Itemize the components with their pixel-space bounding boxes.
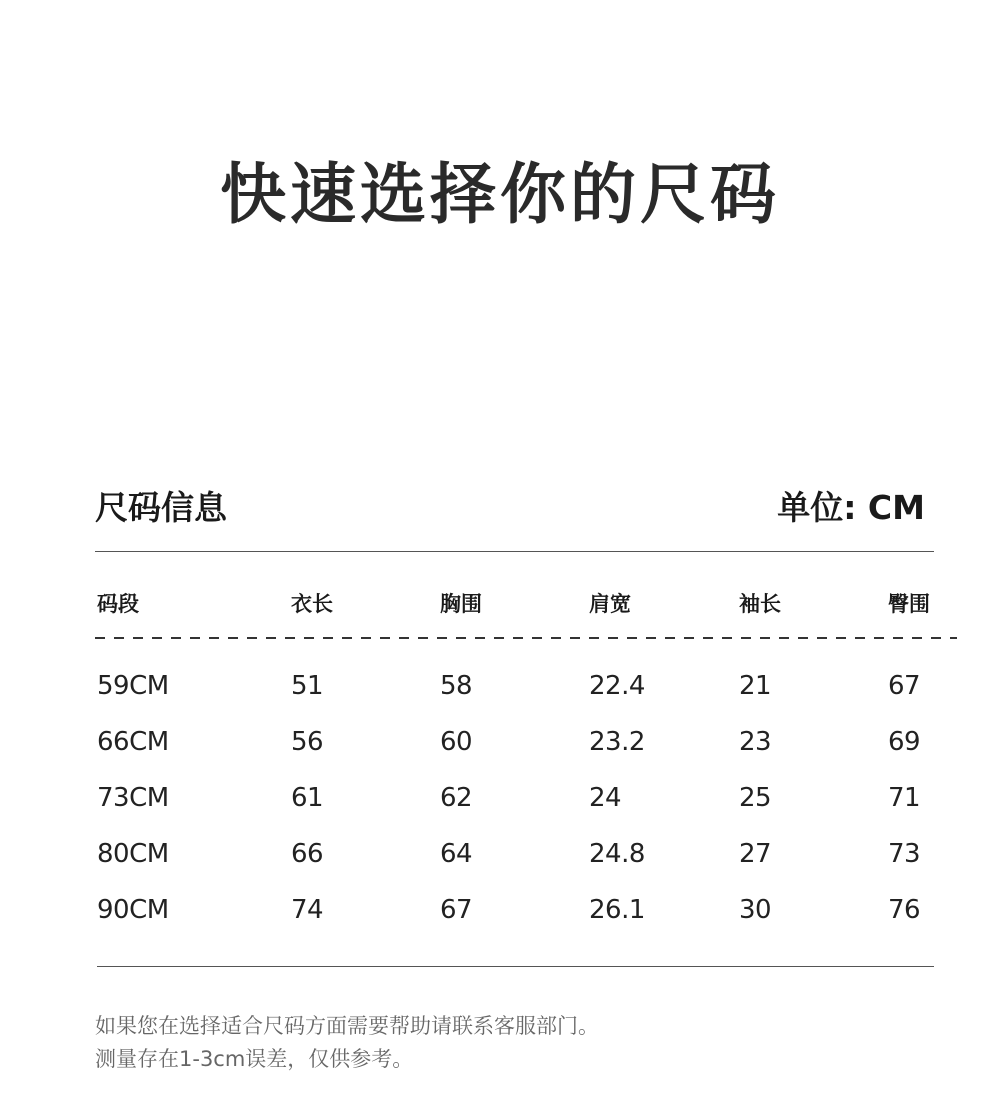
header-chest: 胸围 (440, 592, 482, 616)
table-cell-hip: 67 (888, 671, 921, 701)
table-cell-sleeve: 25 (739, 783, 772, 813)
table-cell-size: 59CM (97, 671, 169, 701)
table-cell-shoulder: 22.4 (589, 671, 645, 701)
table-cell-hip: 73 (888, 839, 921, 869)
table-row (0, 890, 1000, 946)
table-cell-size: 73CM (97, 783, 169, 813)
table-cell-chest: 64 (440, 839, 473, 869)
table-cell-length: 51 (291, 671, 324, 701)
table-row (0, 666, 1000, 722)
header-length: 衣长 (291, 592, 333, 616)
table-cell-shoulder: 24.8 (589, 839, 645, 869)
header-hip: 臀围 (888, 592, 930, 616)
table-cell-chest: 58 (440, 671, 473, 701)
table-cell-sleeve: 27 (739, 839, 772, 869)
table-cell-shoulder: 26.1 (589, 895, 645, 925)
table-cell-chest: 62 (440, 783, 473, 813)
header-sleeve: 袖长 (739, 592, 781, 616)
bottom-divider (97, 966, 934, 967)
table-cell-shoulder: 23.2 (589, 727, 645, 757)
header-size-range: 码段 (97, 592, 139, 616)
table-cell-sleeve: 23 (739, 727, 772, 757)
table-cell-length: 61 (291, 783, 324, 813)
size-notes (95, 1010, 955, 1076)
table-cell-hip: 71 (888, 783, 921, 813)
size-table-body (0, 666, 1000, 946)
note-help-line: 如果您在选择适合尺码方面需要帮助请联系客服部门。 (95, 1014, 599, 1038)
table-cell-size: 66CM (97, 727, 169, 757)
table-row (0, 778, 1000, 834)
table-cell-chest: 60 (440, 727, 473, 757)
table-cell-hip: 69 (888, 727, 921, 757)
table-cell-sleeve: 30 (739, 895, 772, 925)
dashed-divider (95, 637, 957, 639)
unit-label: 单位: CM (777, 488, 925, 527)
header-shoulder: 肩宽 (589, 592, 631, 616)
table-cell-size: 90CM (97, 895, 169, 925)
table-cell-length: 56 (291, 727, 324, 757)
table-header-row (0, 588, 1000, 620)
table-cell-chest: 67 (440, 895, 473, 925)
table-cell-size: 80CM (97, 839, 169, 869)
size-info-heading: 尺码信息 (95, 488, 227, 527)
table-cell-shoulder: 24 (589, 783, 622, 813)
table-cell-hip: 76 (888, 895, 921, 925)
table-row (0, 722, 1000, 778)
table-cell-sleeve: 21 (739, 671, 772, 701)
table-row (0, 834, 1000, 890)
table-cell-length: 74 (291, 895, 324, 925)
note-tolerance-line: 测量存在1-3cm误差，仅供参考。 (95, 1047, 414, 1071)
table-cell-length: 66 (291, 839, 324, 869)
page-title: 快速选择你的尺码 (220, 156, 780, 233)
top-divider (95, 551, 934, 552)
